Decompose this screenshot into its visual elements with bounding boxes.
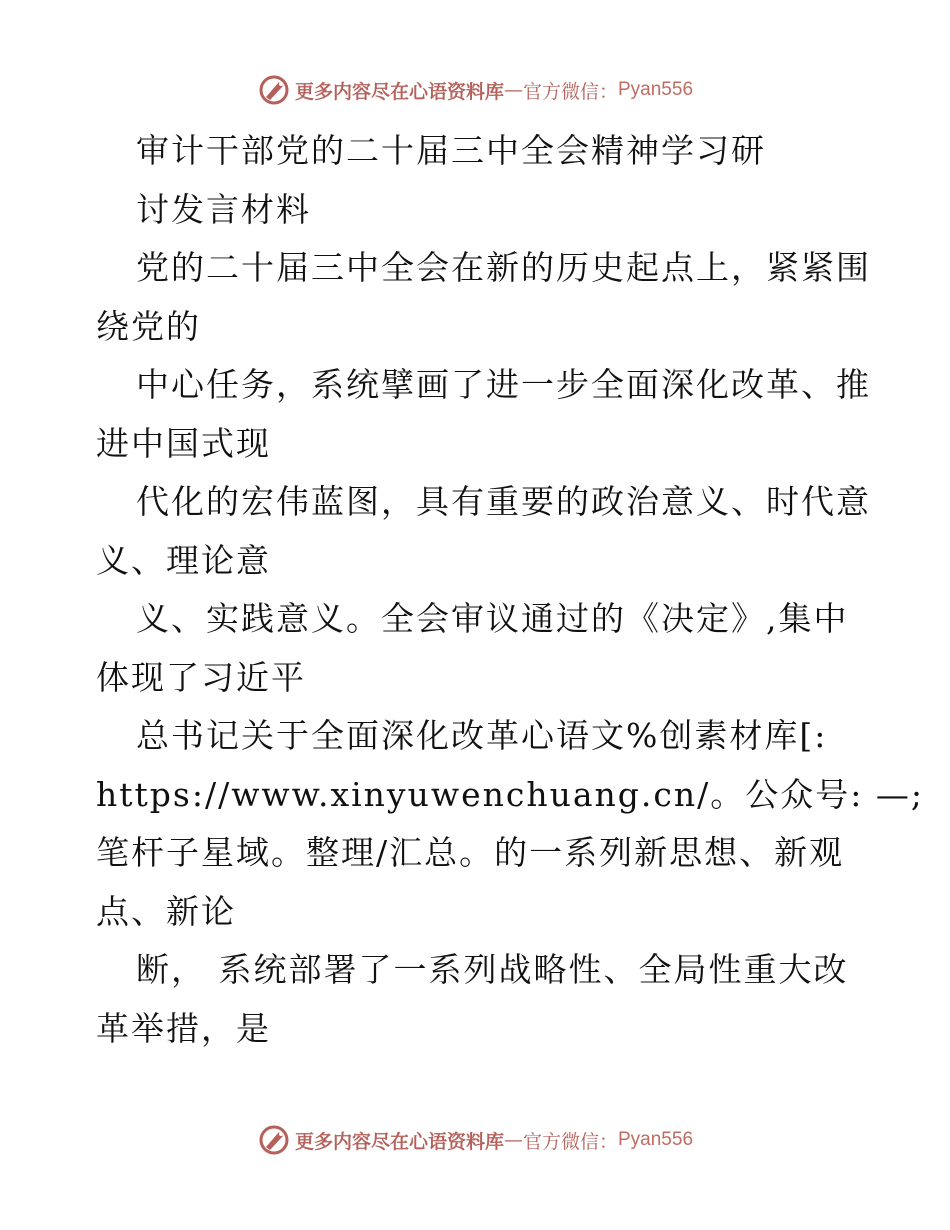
paragraph-line: https://www.xinyuwenchuang.cn/。公众号: —;	[96, 774, 924, 814]
paragraph-line: 党的二十届三中全会在新的历史起点上，紧紧围	[136, 248, 871, 287]
title-line: 审计干部党的二十届三中全会精神学习研	[136, 131, 766, 170]
pen-nib-logo-icon	[257, 1123, 291, 1157]
paragraph-line: 代化的宏伟蓝图，具有重要的政治意义、时代意	[136, 482, 871, 521]
banner-wechat-label: 官方微信：	[522, 80, 618, 103]
paragraph-line: 革举措，是	[96, 1008, 271, 1048]
banner-wechat-label: 官方微信：	[522, 1130, 618, 1153]
paragraph-line: 点、新论	[96, 891, 236, 931]
paragraph-line: 义、理论意	[96, 540, 271, 580]
paragraph-line: 中心任务，系统擘画了进一步全面深化改革、推	[136, 365, 871, 404]
paragraph-line: 体现了习近平	[96, 657, 306, 697]
title-line: 讨发言材料	[136, 189, 311, 229]
paragraph-line: 断， 系统部署了一系列战略性、全局性重大改	[136, 950, 849, 989]
banner-main-text: 更多内容尽在心语资料库	[294, 1130, 504, 1153]
banner-wechat-id: Pyan556	[618, 79, 694, 100]
paragraph-line: 笔杆子星域。整理/汇总。的一系列新思想、新观	[96, 833, 845, 872]
paragraph-line: 进中国式现	[96, 423, 271, 463]
footer-banner	[0, 1120, 950, 1160]
header-banner	[0, 70, 950, 110]
paragraph-line: 绕党的	[96, 306, 201, 346]
document-body	[96, 122, 924, 1058]
banner-wechat-id: Pyan556	[618, 1129, 694, 1150]
banner-separator: —	[503, 1129, 523, 1151]
banner-separator: —	[503, 79, 523, 101]
paragraph-line: 总书记关于全面深化改革心语文%创素材库[:	[136, 716, 828, 755]
paragraph-line: 义、实践意义。全会审议通过的《决定》,集中	[136, 599, 849, 638]
banner-main-text: 更多内容尽在心语资料库	[294, 80, 504, 103]
pen-nib-logo-icon	[257, 73, 291, 107]
